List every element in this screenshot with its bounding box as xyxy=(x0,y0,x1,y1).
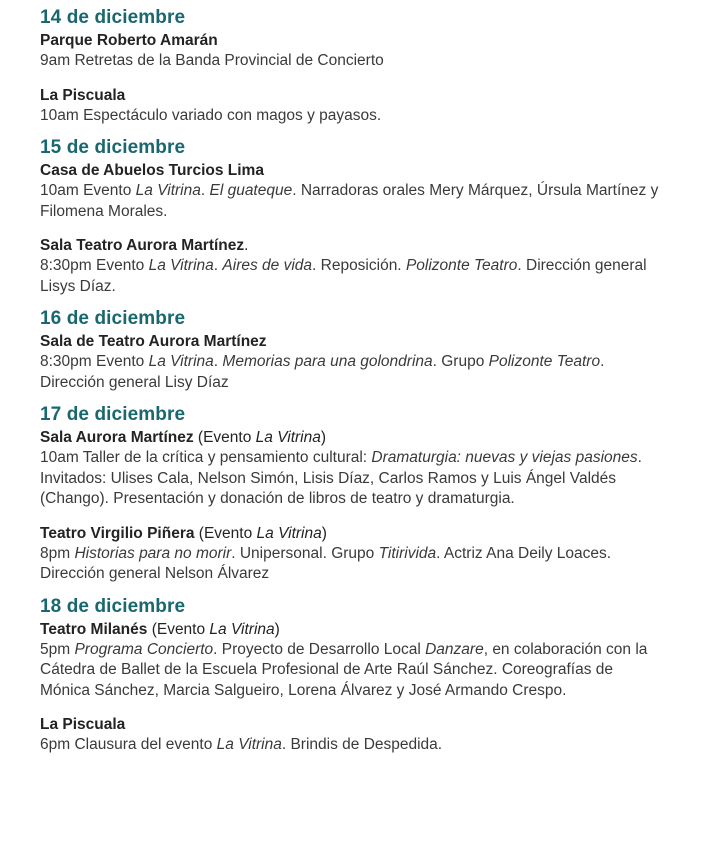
event-detail: 6pm Clausura del evento La Vitrina. Brindis de Despedida. xyxy=(40,736,443,753)
event-venue: Parque Roberto Amarán xyxy=(40,32,218,49)
event-detail: 9am Retretas de la Banda Provincial de Concierto xyxy=(40,52,384,69)
event-detail: 5pm Programa Concierto. Proyecto de Desarrollo Local Danzare, en colaboración con la Cátedra de Ballet de la Escuela Profesional de Arte Raúl Sánchez. Coreografías de Mónica Sánchez, Marcia Salgueiro, Lorena Álvarez y José Armando Crespo. xyxy=(40,640,648,699)
event-entry xyxy=(40,86,666,127)
event-venue: Sala Aurora Martínez (Evento La Vitrina) xyxy=(40,429,327,446)
event-venue: Casa de Abuelos Turcios Lima xyxy=(40,162,264,179)
day-block xyxy=(40,136,666,297)
event-entry xyxy=(40,715,666,756)
date-heading: 15 de diciembre xyxy=(40,137,186,158)
event-detail: 8:30pm Evento La Vitrina. Aires de vida. Reposición. Polizonte Teatro. Dirección general Lisys Díaz. xyxy=(40,257,647,295)
day-block xyxy=(40,307,666,393)
date-heading: 18 de diciembre xyxy=(40,595,186,617)
event-entry xyxy=(40,428,666,510)
day-block xyxy=(40,595,666,756)
event-venue: La Piscuala xyxy=(40,86,126,104)
event-detail: 10am Evento La Vitrina. El guateque. Narradoras orales Mery Márquez, Úrsula Martínez y Filomena Morales. xyxy=(40,182,659,220)
day-block xyxy=(40,6,666,126)
date-heading: 16 de diciembre xyxy=(40,308,186,329)
event-entry xyxy=(40,332,666,393)
event-venue: Sala de Teatro Aurora Martínez xyxy=(40,333,267,350)
date-heading: 14 de diciembre xyxy=(40,7,186,28)
event-detail: 10am Taller de la crítica y pensamiento cultural: Dramaturgia: nuevas y viejas pasiones. Invitados: Ulises Cala, Nelson Simón, Lisis Díaz, Carlos Ramos y Luis Ángel Valdés (Chango). Presentación y donación de libros de teatro y dramaturgia. xyxy=(40,449,642,507)
date-heading: 17 de diciembre xyxy=(40,404,186,425)
event-entry xyxy=(40,620,666,702)
event-venue: Teatro Milanés (Evento La Vitrina) xyxy=(40,620,280,638)
day-block xyxy=(40,403,666,585)
event-venue: Teatro Virgilio Piñera (Evento La Vitrina) xyxy=(40,524,327,542)
event-entry xyxy=(40,31,666,72)
event-detail: 8:30pm Evento La Vitrina. Memorias para una golondrina. Grupo Polizonte Teatro. Dirección general Lisy Díaz xyxy=(40,353,605,391)
event-detail: 8pm Historias para no morir. Unipersonal. Grupo Titirivida. Actriz Ana Deily Loaces. Dirección general Nelson Álvarez xyxy=(40,544,612,582)
event-entry xyxy=(40,524,666,585)
event-venue: Sala Teatro Aurora Martínez. xyxy=(40,237,249,254)
event-detail: 10am Espectáculo variado con magos y payasos. xyxy=(40,106,382,124)
event-entry xyxy=(40,236,666,297)
event-venue: La Piscuala xyxy=(40,716,126,733)
event-entry xyxy=(40,161,666,222)
